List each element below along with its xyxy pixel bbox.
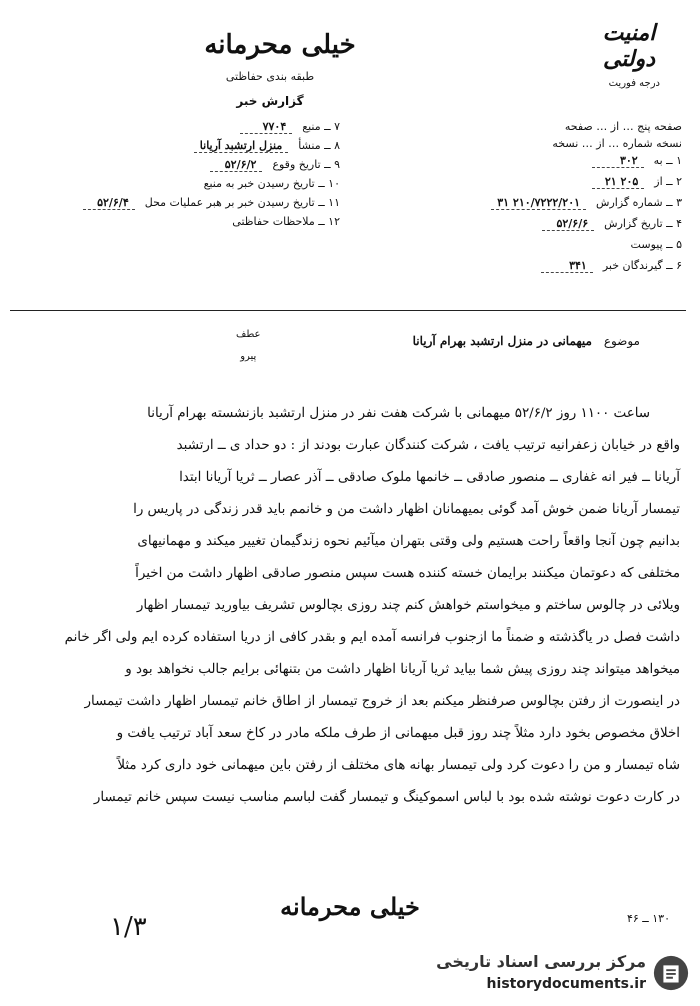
- subject-line: [413, 334, 640, 348]
- body-line: اخلاق مخصوص بخود دارد مثلاً چند روز قبل میهمانی از طرف ملکه مادر در کاخ سعد آباد ترتیب یافت و: [116, 726, 680, 741]
- subject-value: میهمانی در منزل ارتشبد بهرام آریانا: [412, 334, 592, 348]
- field-to: ۱ ــ به۳۰۲: [342, 154, 682, 175]
- field-ops-received-date: ۱۱ ــ تاریخ رسیدن خبر بر هبر عملیات محل۵۲/۶/۴: [10, 196, 340, 215]
- divider: [10, 310, 686, 311]
- body-line: میخواهد میتواند چند روزی پیش شما بیاید ثریا آریانا اظهار داشت من بتنهائی برایم جالب نخواهد بود و: [125, 662, 680, 677]
- archive-logo-icon: [652, 954, 690, 992]
- field-recipients: ۶ ــ گیرندگان خبر۳۴۱: [342, 259, 682, 280]
- classification-heading: خیلی محرمانه: [204, 30, 356, 60]
- body-line: آریانا ــ فیر انه غفاری ــ منصور صادقی ــ خانمها ملوک صادقی ــ آذر عصار ــ ثریا آریانا ابتدا: [179, 470, 680, 485]
- form-code: ۱۳۰ ــ ۴۶: [626, 912, 670, 925]
- watermark-url: historydocuments.ir: [486, 976, 646, 992]
- watermark-title: مرکز بررسی اسناد تاریخی: [436, 952, 646, 971]
- body-line: ساعت ۱۱۰۰ روز ۵۲/۶/۲ میهمانی با شرکت هفت نفر در منزل ارتشبد بازنشسته بهرام آریانا: [147, 406, 650, 421]
- report-body: [18, 398, 680, 814]
- page-number: ۱/۳: [110, 912, 147, 942]
- field-source: ۷ ــ منبع۷۷۰۴: [10, 120, 340, 139]
- body-line: تیمسار آریانا ضمن خوش آمد گوئی بمیهمانان اظهار داشت من و خانمم باید قدر زندگی در پاریس را: [133, 502, 680, 517]
- reference-atf: عطف: [236, 329, 261, 340]
- field-attachment: ۵ ــ پیوست: [630, 238, 682, 251]
- field-copy: نسخه شماره … از … نسخه: [552, 137, 682, 150]
- field-occurrence-date: ۹ ــ تاریخ وقوع۵۲/۶/۲: [10, 158, 340, 177]
- field-security-notes: ۱۲ ــ ملاحظات حفاظتی: [232, 215, 340, 228]
- body-line: در کارت دعوت نوشته شده بود با لباس اسموکینگ و تیمسار گفت لباسم مناسب نیست سپس خانم تیمسار: [93, 790, 680, 805]
- field-source-received-date: ۱۰ ــ تاریخ رسیدن خبر به منبع: [203, 177, 340, 190]
- report-fields-left: [10, 120, 340, 234]
- field-origin: ۸ ــ منشأمنزل ارتشبد آریانا: [10, 139, 340, 158]
- reference-peyro: پیرو: [240, 351, 257, 362]
- urgency-label: درجه فوریت: [608, 78, 660, 89]
- report-fields-right: [342, 120, 682, 280]
- body-line: شاه تیمسار و من را دعوت کرد ولی تیمسار بهانه های مختلف از رفتن باین میهمانی خود داری کرد مثلاً: [117, 758, 680, 773]
- report-title: گزارش خبر: [236, 94, 304, 108]
- subject-label: موضوع: [603, 334, 640, 348]
- body-line: داشت فصل در یاگذشته و ضمناً ما ازجنوب فرانسه آمده ایم و بقدر کافی از دریا استفاده کرده ایم ولی اگر خانم: [64, 630, 680, 645]
- body-line: ویلائی در چالوس ساختم و میخواستم خواهش کنم چند روزی بچالوس تشریف بیاورید تیمسار اظهار: [136, 598, 680, 613]
- field-report-number: ۳ ــ شماره گزارش۲۱۰/۷۲۲۲/۲۰۱ ۳۱: [342, 196, 682, 217]
- body-line: واقع در خیابان زعفرانیه ترتیب یافت ، شرکت کنندگان عبارت بودند از : دو حداد ی ــ ارتشبد: [176, 438, 680, 453]
- body-line: بدانیم چون آنجا واقعاً راحت هستیم ولی وقتی بتهران میآئیم نحوه زندگیمان تغییر میکند و مهمانیهای: [137, 534, 680, 549]
- field-report-date: ۴ ــ تاریخ گزارش۵۲/۶/۶: [342, 217, 682, 238]
- body-line: مختلفی که دعوتمان میکنند برایمان خسته کننده هست سپس منصور صادقی اظهار داشت من اخیراً: [135, 566, 680, 581]
- urgency-stamp: امنیت دولتی: [602, 20, 656, 72]
- field-page: صفحه پنج … از … صفحه: [564, 120, 682, 133]
- footer-classification: خیلی محرمانه: [280, 892, 420, 921]
- reference-box: [236, 324, 261, 368]
- field-from: ۲ ــ از۲۰۵ ۲۱: [342, 175, 682, 196]
- body-line: در اینصورت از رفتن بچالوس صرفنظر میکنم بعد از خروج تیمسار از اطاق خانم تیمسار اظهار داشت تیمسار: [84, 694, 680, 709]
- watermark: [410, 950, 690, 1000]
- classification-label: طبقه بندی حفاظتی: [225, 70, 315, 83]
